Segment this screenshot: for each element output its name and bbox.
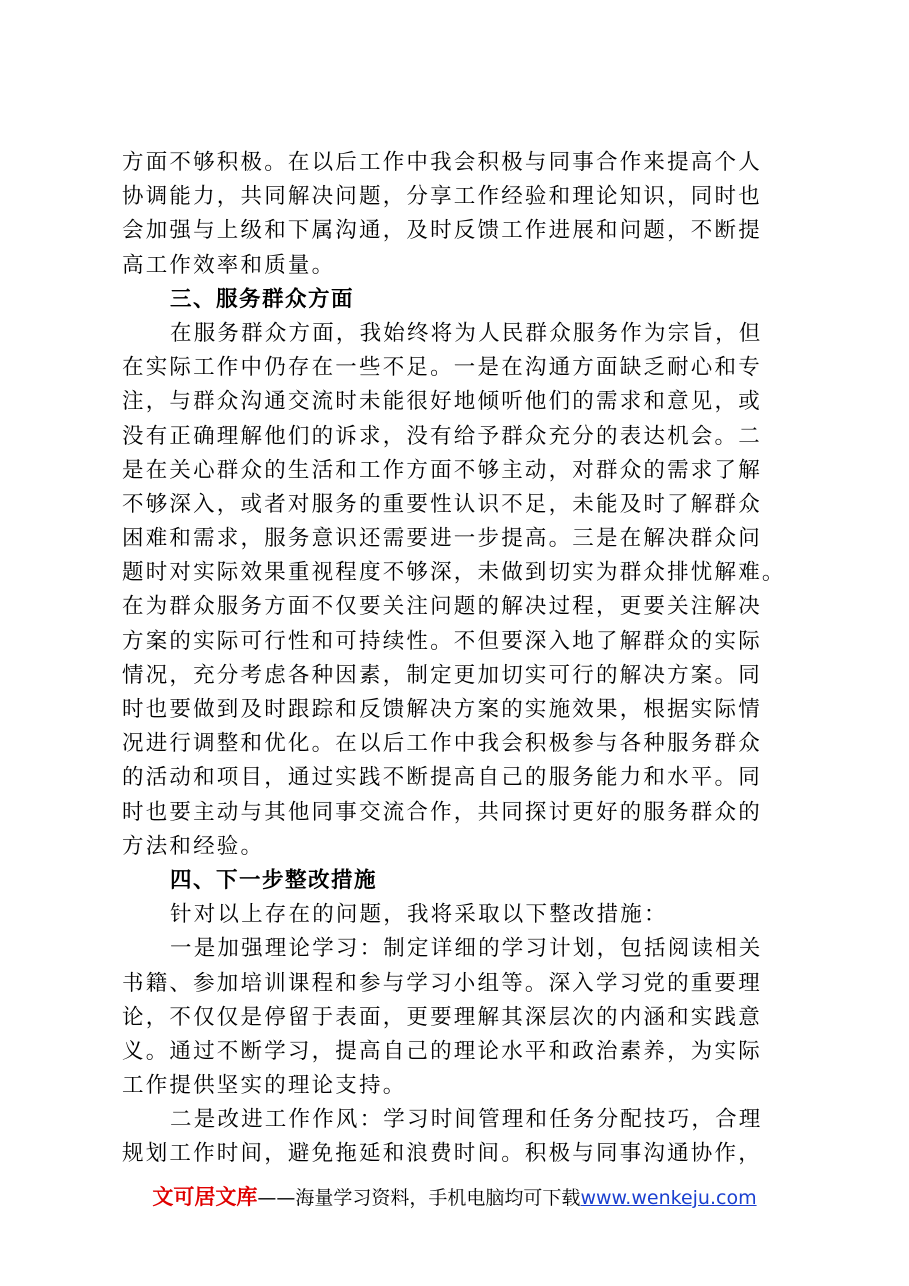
section-heading: 三、服务群众方面 [170, 286, 355, 312]
document-body [122, 146, 802, 1172]
body-text-line: 在为群众服务方面不仅要关注问题的解决过程，更要关注解决 [122, 594, 762, 620]
body-text-line: 题时对实际效果重视程度不够深，未做到切实为群众排忧解难。 [122, 560, 786, 586]
body-text-line: 义。通过不断学习，提高自己的理论水平和政治素养，为实际 [122, 1038, 762, 1064]
body-text-line: 在实际工作中仍存在一些不足。一是在沟通方面缺乏耐心和专 [122, 355, 762, 381]
body-text-line: 情况，充分考虑各种因素，制定更加切实可行的解决方案。同 [122, 662, 762, 688]
body-text-line: 况进行调整和优化。在以后工作中我会积极参与各种服务群众 [122, 731, 762, 757]
body-text-line: 方案的实际可行性和可持续性。不但要深入地了解群众的实际 [122, 628, 762, 654]
body-text-line: 规划工作时间，避免拖延和浪费时间。积极与同事沟通协作， [122, 1141, 762, 1167]
body-text-line: 协调能力，共同解决问题，分享工作经验和理论知识，同时也 [122, 184, 762, 210]
body-text-line: 不够深入，或者对服务的重要性认识不足，未能及时了解群众 [122, 491, 762, 517]
body-text-line: 论，不仅仅是停留于表面，更要理解其深层次的内涵和实践意 [122, 1004, 762, 1030]
footer-banner [0, 1181, 909, 1211]
body-text-line: 二是改进工作作风：学习时间管理和任务分配技巧，合理 [170, 1107, 763, 1133]
body-text-line: 书籍、参加培训课程和参与学习小组等。深入学习党的重要理 [122, 970, 762, 996]
body-text-line: 一是加强理论学习：制定详细的学习计划，包括阅读相关 [170, 936, 763, 962]
body-text-line: 时也要主动与其他同事交流合作，共同探讨更好的服务群众的 [122, 799, 762, 825]
body-text-line: 在服务群众方面，我始终将为人民群众服务作为宗旨，但 [170, 320, 763, 346]
body-text-line: 针对以上存在的问题，我将采取以下整改措施： [170, 902, 668, 928]
body-text-line: 注，与群众沟通交流时未能很好地倾听他们的需求和意见，或 [122, 389, 762, 415]
body-text-line: 会加强与上级和下属沟通，及时反馈工作进展和问题，不断提 [122, 218, 762, 244]
body-text-line: 困难和需求，服务意识还需要进一步提高。三是在解决群众问 [122, 526, 762, 552]
body-text-line: 时也要做到及时跟踪和反馈解决方案的实施效果，根据实际情 [122, 697, 762, 722]
body-text-line: 方面不够积极。在以后工作中我会积极与同事合作来提高个人 [122, 150, 762, 175]
footer-tagline: ——海量学习资料，手机电脑均可下载 [257, 1187, 581, 1209]
footer-url-link[interactable]: www.wenkeju.com [580, 1187, 757, 1209]
body-text-line: 方法和经验。 [122, 833, 265, 859]
body-text-line: 是在关心群众的生活和工作方面不够主动，对群众的需求了解 [122, 457, 762, 483]
section-heading: 四、下一步整改措施 [170, 867, 378, 893]
footer-brand: 文可居文库 [152, 1185, 258, 1209]
body-text-line: 没有正确理解他们的诉求，没有给予群众充分的表达机会。二 [122, 423, 762, 449]
body-text-line: 高工作效率和质量。 [122, 252, 336, 278]
body-text-line: 的活动和项目，通过实践不断提高自己的服务能力和水平。同 [122, 765, 762, 791]
body-text-line: 工作提供坚实的理论支持。 [122, 1073, 407, 1099]
